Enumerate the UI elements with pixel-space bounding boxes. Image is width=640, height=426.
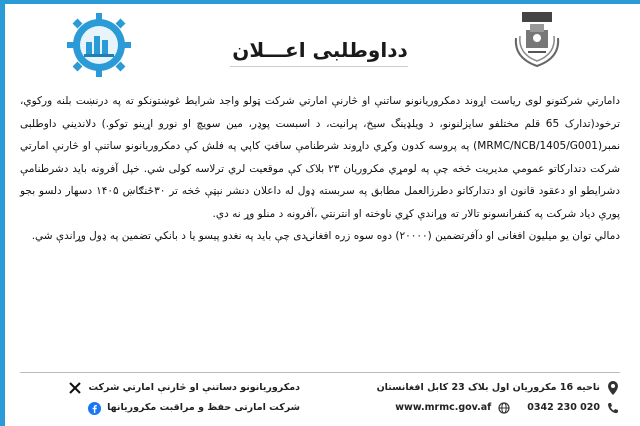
footer-org-dari: شرکت امارتی حفظ و مراقبت مکروریانها [107, 402, 300, 413]
announcement-paragraph-2: دمالي توان يو میلیون افغانی او دآفرتضمين (۲۰۰۰۰) دوه سوه زره افغانۍ‌دی چې بايد په نغدو پيسو يا د بانکي تضمين په ډول وړاندې شي. [31, 230, 620, 242]
footer-contact-column [320, 378, 620, 418]
footer-divider [20, 372, 620, 373]
page-title: دداوطلبی اعـــلان [232, 38, 408, 62]
title-underline [230, 66, 408, 67]
left-accent-bar [0, 4, 5, 426]
footer-address-row [320, 378, 620, 398]
footer-website-link[interactable]: www.mrmc.gov.af [395, 402, 492, 413]
footer-address: ناحیه 16 مکروریان اول بلاک 23 کابل افغانستان [376, 382, 600, 393]
x-icon[interactable] [68, 381, 82, 395]
footer-org-pashto: دمکروریانونو دساتنې او څارنې امارتي شرکت [88, 382, 300, 393]
phone-icon [606, 401, 620, 415]
footer-org-dari-row [20, 398, 300, 418]
announcement-body [20, 90, 620, 248]
footer-org-column [20, 378, 300, 418]
location-icon [606, 381, 620, 395]
announcement-paragraph-1: دامارتي شركتونو لوی رياست اړوند دمکروريانونو ساتنې او څارنې امارتي شرکت ټولو واجد شرایط غوښتونکو ته په درنښت بلنه ورکوي، ترخود(تدارک 65 قلم مختلفو سايزلنونو، د ويلډينگ سيخ، پرانيت، د اسبست پوډر، مين سويچ او نورو اړينو توکو.) دلانديني داوطلبی نمبر(MRMC/NCB/1405/G001) په پروسه کدون وکړي داړوند شرطنامې سافټ کاپي په فلش کې دمکروريانونو ساتنې او څارنې امارتي شركت دتداركاتو عمومي مديريت څخه چې په لومړي مكروريان ۲۳ بلاک کې موقعيت لري ترلاسه کولی شي. خپل آفرونه باید دشرطنامې دشرايطو او دعقود قانون او دتداركاتو دطرزالعمل مطابق په سربسته ډول له داعلان دنشر نېټې څخه تر ۳۰ځنګاښ ۱۴۰۵ دسهار دلسو بجو پورې دياد شرکت په کنفرانسونو تالار ته وړاندې کړي ناوخته او انترنتي ،آفرونه د منلو وړ نه دي. [20, 95, 621, 220]
globe-icon [497, 401, 511, 415]
footer [20, 378, 620, 422]
footer-org-pashto-row [20, 378, 300, 398]
facebook-icon[interactable] [87, 401, 101, 415]
top-accent-bar [0, 0, 640, 4]
footer-phone[interactable]: 020 230 0342 [527, 402, 600, 413]
footer-phone-web-row [320, 398, 620, 418]
